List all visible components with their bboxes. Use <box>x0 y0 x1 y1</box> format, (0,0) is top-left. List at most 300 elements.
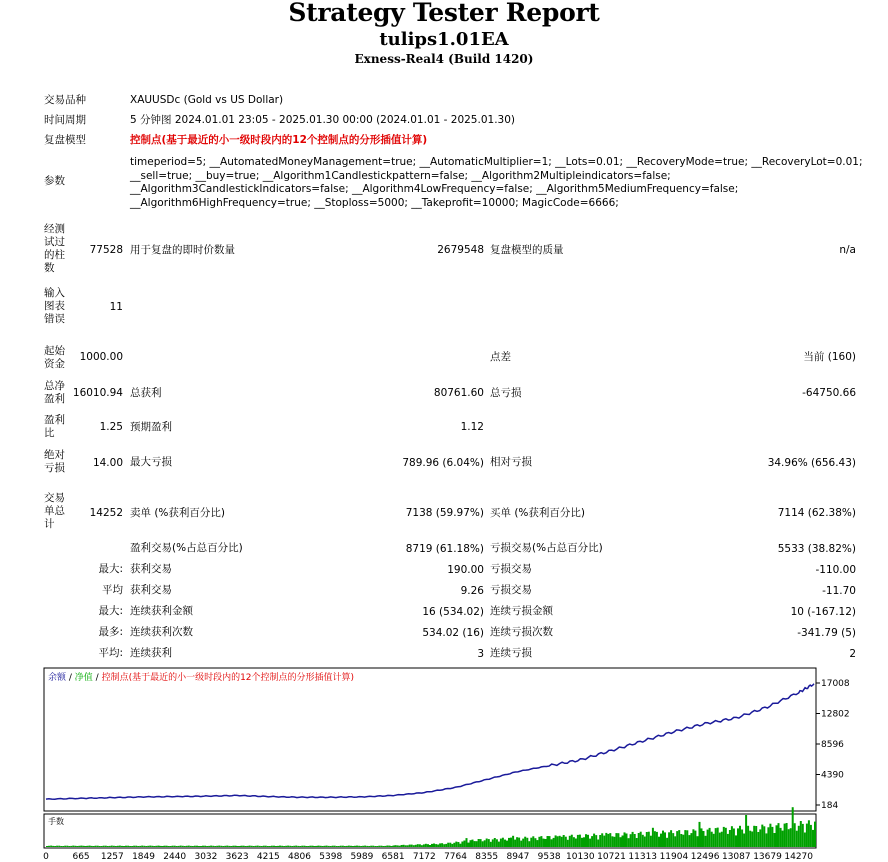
volume-bar <box>54 846 56 847</box>
volume-bar <box>721 832 723 847</box>
volume-bar <box>725 828 727 847</box>
volume-bar <box>545 839 547 847</box>
x-tick-label: 0 <box>43 852 49 862</box>
volume-bar <box>403 845 405 847</box>
volume-bar <box>409 845 411 847</box>
volume-bar <box>127 846 129 847</box>
volume-bar <box>372 846 374 847</box>
volume-bar <box>707 830 709 847</box>
volume-bar <box>253 846 255 847</box>
volume-bar <box>806 824 808 847</box>
errors-label: 输入图表错误 <box>44 287 65 325</box>
volume-bar <box>50 846 52 847</box>
volume-bar <box>297 846 299 847</box>
volume-bar <box>522 839 524 847</box>
x-tick-label: 7764 <box>444 852 467 862</box>
volume-bar <box>101 846 103 847</box>
volume-bar <box>759 829 761 847</box>
volume-bar <box>192 846 194 847</box>
volume-bar <box>46 846 48 847</box>
volume-bar <box>812 830 814 847</box>
x-tick-label: 1257 <box>100 852 124 862</box>
short-positions-value: 7138 (59.97%) <box>405 507 484 519</box>
volume-bar <box>648 832 650 847</box>
volume-bar <box>543 839 545 847</box>
legend-separator: / <box>92 673 102 683</box>
volume-bar <box>804 833 806 848</box>
profit-factor-label: 盈利比 <box>44 414 65 439</box>
volume-bar <box>158 846 160 847</box>
x-tick-label: 9538 <box>537 852 561 862</box>
volume-bar <box>500 839 502 847</box>
volume-bar <box>589 839 591 847</box>
extreme-label: 连续获利 <box>130 647 172 659</box>
volume-bar <box>151 846 153 847</box>
volume-bar <box>267 846 269 847</box>
volume-bar <box>346 846 348 847</box>
deposit-label: 起始资金 <box>44 345 65 370</box>
volume-bar <box>780 828 782 847</box>
volume-bar <box>786 823 788 847</box>
volume-bar <box>328 846 330 847</box>
volume-bar <box>510 838 512 847</box>
volume-bar <box>800 821 802 847</box>
volume-bar <box>538 837 540 847</box>
volume-bar <box>441 843 443 847</box>
volume-bar <box>628 838 630 847</box>
volume-bar <box>449 843 451 847</box>
volume-bar <box>291 846 293 847</box>
volume-bar <box>682 835 684 847</box>
volume-bar <box>433 844 435 848</box>
volume-bar <box>143 846 145 847</box>
volume-bar <box>95 846 97 847</box>
volume-bar <box>662 831 664 847</box>
volume-bar <box>601 833 603 847</box>
deposit-value: 1000.00 <box>79 351 123 363</box>
volume-bar <box>658 837 660 847</box>
volume-bar <box>581 838 583 847</box>
volume-bar <box>421 845 423 847</box>
volume-bar <box>162 846 164 847</box>
volume-bar <box>674 836 676 847</box>
volume-bar <box>91 846 93 847</box>
volume-bar <box>293 846 295 847</box>
volume-bar <box>453 843 455 847</box>
volume-bar <box>502 838 504 847</box>
volume-bar <box>463 841 465 848</box>
volume-bar <box>729 830 731 847</box>
volume-bar <box>486 839 488 848</box>
volume-bar <box>512 836 514 847</box>
volume-bar <box>709 828 711 847</box>
volume-bar <box>723 827 725 847</box>
volume-bar <box>87 846 89 847</box>
volume-bar <box>417 844 419 847</box>
model-value: 控制点(基于最近的小一级时段内的12个控制点的分形插值计算) <box>130 134 428 146</box>
volume-bar <box>141 846 143 847</box>
volume-bar <box>518 838 520 847</box>
volume-bar <box>419 844 421 847</box>
volume-bar <box>97 846 99 847</box>
profit-factor-value: 1.25 <box>99 421 123 433</box>
volume-bar <box>330 846 332 847</box>
volume-bar <box>72 846 74 847</box>
volume-bar <box>133 846 135 847</box>
volume-bar <box>496 839 498 847</box>
volume-bar <box>484 840 486 847</box>
volume-bar <box>540 836 542 847</box>
volume-bar <box>705 836 707 847</box>
volume-bar <box>239 846 241 847</box>
volume-bar <box>83 846 85 847</box>
volume-bar <box>109 846 111 847</box>
volume-bar <box>494 838 496 847</box>
volume-bar <box>336 846 338 847</box>
x-tick-label: 12496 <box>690 852 720 862</box>
volume-bar <box>243 846 245 847</box>
volume-bar <box>617 833 619 847</box>
volume-bar <box>125 846 127 847</box>
volume-bar <box>699 822 701 847</box>
volume-bar <box>370 846 372 847</box>
volume-bar <box>751 832 753 848</box>
volume-bar <box>794 823 796 847</box>
volume-bar <box>644 837 646 848</box>
volume-bar <box>172 846 174 847</box>
volume-bar <box>711 832 713 847</box>
volume-bar <box>93 846 95 847</box>
volume-bar <box>735 835 737 847</box>
volume-bar <box>575 839 577 848</box>
profit-trades-value: 8719 (61.18%) <box>405 543 484 555</box>
max-drawdown-value: 789.96 (6.04%) <box>402 457 484 469</box>
volume-bar <box>237 846 239 847</box>
volume-bar <box>634 834 636 847</box>
volume-bar <box>457 842 459 847</box>
volume-bar <box>668 832 670 847</box>
volume-bar <box>577 835 579 847</box>
volume-bar <box>348 846 350 847</box>
volume-bar <box>488 839 490 847</box>
volume-bar <box>182 846 184 847</box>
volume-bar <box>646 832 648 847</box>
volume-bar <box>605 833 607 847</box>
volume-bar <box>563 835 565 847</box>
volume-bar <box>557 836 559 847</box>
volume-bar <box>660 834 662 847</box>
volume-bar <box>326 846 328 847</box>
volume-bar <box>757 832 759 847</box>
volume-bar <box>384 846 386 847</box>
extreme-value: 3 <box>477 648 484 660</box>
abs-drawdown-value: 14.00 <box>92 457 123 469</box>
volume-bar <box>561 837 563 847</box>
volume-bar <box>802 824 804 847</box>
long-positions-label: 买单 (%获利百分比) <box>490 507 586 519</box>
volume-bar <box>401 845 403 847</box>
volume-bar <box>761 825 763 847</box>
volume-bar <box>451 844 453 847</box>
volume-bar <box>565 837 567 847</box>
long-positions-value: 7114 (62.38%) <box>777 507 856 519</box>
volume-bar <box>307 846 309 847</box>
volume-bar <box>220 846 222 847</box>
volume-bar <box>299 846 301 847</box>
volume-bar <box>364 846 366 847</box>
volume-bar <box>782 831 784 847</box>
volume-bar <box>490 842 492 847</box>
volume-bar <box>155 846 157 847</box>
volume-bar <box>251 846 253 847</box>
chart-legend <box>48 671 354 683</box>
volume-bar <box>609 833 611 847</box>
volume-bar <box>295 846 297 847</box>
volume-bar <box>727 834 729 847</box>
volume-bar <box>70 846 72 847</box>
volume-bar <box>168 846 170 847</box>
volume-bar <box>528 841 530 847</box>
volume-bar <box>688 835 690 847</box>
extreme-value: 9.26 <box>460 585 484 597</box>
extreme-value: 2 <box>849 648 856 660</box>
volume-bar <box>790 828 792 847</box>
volume-bar <box>731 826 733 847</box>
volume-bar <box>405 845 407 847</box>
extreme-prefix: 最多: <box>98 626 123 638</box>
volume-bar <box>224 846 226 847</box>
volume-bar <box>429 845 431 847</box>
volume-bar <box>222 846 224 847</box>
model-label: 复盘模型 <box>44 134 86 146</box>
volume-bar <box>147 846 149 847</box>
volume-bar <box>273 846 275 847</box>
extreme-label: 亏损交易 <box>490 584 532 596</box>
x-tick-label: 8947 <box>506 852 530 862</box>
volume-bar <box>269 846 271 847</box>
volume-bar <box>585 834 587 847</box>
volume-bar <box>555 835 557 847</box>
volume-bar <box>630 834 632 847</box>
volume-bar <box>514 840 516 847</box>
quality-value: n/a <box>839 244 856 256</box>
x-tick-label: 11313 <box>628 852 658 862</box>
volume-bar <box>680 834 682 847</box>
volume-bar <box>583 837 585 847</box>
volume-bar <box>366 846 368 847</box>
max-drawdown-label: 最大亏损 <box>130 456 172 468</box>
volume-bar <box>208 846 210 847</box>
volume-bar <box>763 826 765 847</box>
volume-bar <box>686 830 688 847</box>
volume-bar <box>265 846 267 847</box>
volume-bar <box>622 836 624 848</box>
volume-bar <box>733 829 735 848</box>
volume-bar <box>474 841 476 847</box>
volume-bar <box>492 839 494 847</box>
volume-bar <box>320 846 322 847</box>
extreme-value: -110.00 <box>815 564 856 576</box>
volume-bar <box>301 846 303 847</box>
volume-bar <box>368 846 370 847</box>
volume-bar <box>599 835 601 847</box>
volume-bar <box>188 846 190 847</box>
extreme-prefix: 平均 <box>102 584 123 596</box>
volume-bar <box>131 846 133 847</box>
volume-bar <box>435 844 437 847</box>
net-profit-label: 总净盈利 <box>44 380 65 405</box>
volume-bar <box>480 839 482 847</box>
volume-bar <box>638 833 640 847</box>
volume-bar <box>198 846 200 847</box>
volume-bar <box>60 846 62 847</box>
volume-bar <box>607 834 609 847</box>
bars-label: 经测试过的柱数 <box>44 223 65 274</box>
x-tick-label: 8355 <box>475 852 499 862</box>
volume-bar <box>271 846 273 847</box>
extreme-label: 连续亏损 <box>490 647 532 659</box>
volume-bar <box>613 837 615 847</box>
volume-bar <box>391 846 393 847</box>
volume-bar <box>587 835 589 847</box>
short-positions-label: 卖单 (%获利百分比) <box>130 507 226 519</box>
volume-bar <box>129 846 131 847</box>
volume-bar <box>356 846 358 847</box>
volume-bar <box>103 846 105 847</box>
volume-bar <box>178 846 180 847</box>
volume-bar <box>684 830 686 847</box>
period-label: 时间周期 <box>44 114 86 126</box>
volume-bar <box>459 844 461 847</box>
volume-bar <box>119 846 121 847</box>
gross-profit-label: 总获利 <box>130 387 162 399</box>
legend-model: 控制点(基于最近的小一级时段内的12个控制点的分形插值计算) <box>101 673 355 683</box>
volume-bar <box>261 846 263 847</box>
volume-bar <box>530 838 532 847</box>
volume-bar <box>666 838 668 847</box>
volume-bar <box>190 846 192 847</box>
volume-bar <box>48 846 50 847</box>
volume-bar <box>247 846 249 847</box>
volume-bar <box>344 846 346 847</box>
volume-bar <box>397 845 399 847</box>
volume-bar <box>767 827 769 847</box>
volume-bar <box>713 834 715 847</box>
volume-bar <box>145 846 147 847</box>
volume-bar <box>455 842 457 847</box>
volume-bar <box>443 844 445 847</box>
volume-label: 手数 <box>48 817 64 826</box>
volume-bar <box>115 846 117 847</box>
x-tick-label: 7172 <box>412 852 436 862</box>
volume-bar <box>340 846 342 847</box>
volume-bar <box>89 846 91 847</box>
volume-bar <box>137 846 139 847</box>
volume-bar <box>466 838 468 847</box>
volume-bar <box>149 846 151 847</box>
volume-bar <box>58 846 60 847</box>
volume-bar <box>808 820 810 847</box>
volume-bar <box>389 846 391 847</box>
x-tick-label: 11904 <box>659 852 689 862</box>
volume-bar <box>624 832 626 847</box>
volume-bar <box>362 846 364 847</box>
x-tick-label: 2440 <box>163 852 187 862</box>
period-value: 5 分钟图 2024.01.01 23:05 - 2025.01.30 00:00 (2024.01.01 - 2025.01.30) <box>130 114 515 126</box>
extreme-label: 获利交易 <box>130 584 172 596</box>
x-tick-label: 3623 <box>225 852 249 862</box>
volume-bar <box>478 839 480 847</box>
y-axis <box>816 679 850 811</box>
volume-bar <box>425 844 427 847</box>
abs-drawdown-label: 绝对亏损 <box>44 449 65 474</box>
volume-bar <box>504 840 506 847</box>
volume-bar <box>595 835 597 847</box>
x-tick-label: 4806 <box>288 852 311 862</box>
x-axis <box>43 852 813 862</box>
extreme-value: -11.70 <box>822 585 856 597</box>
volume-bar <box>593 834 595 847</box>
ticks-label: 用于复盘的即时价数量 <box>130 244 235 256</box>
volume-bar <box>506 841 508 847</box>
volume-bar <box>139 846 141 847</box>
volume-bar <box>214 846 216 847</box>
volume-bar <box>747 826 749 847</box>
extreme-prefix: 最大: <box>98 563 123 575</box>
volume-bar <box>778 823 780 847</box>
volume-bar <box>792 807 794 847</box>
y-tick-label: 12802 <box>821 709 850 720</box>
volume-bar <box>318 846 320 847</box>
volume-bar <box>174 846 176 847</box>
volume-bar <box>784 824 786 847</box>
volume-bar <box>202 846 204 847</box>
volume-bar <box>591 836 593 847</box>
volume-bar <box>445 844 447 847</box>
volume-bar <box>640 832 642 847</box>
volume-bar <box>285 846 287 847</box>
extreme-value: -341.79 (5) <box>797 627 856 639</box>
volume-bar <box>692 829 694 847</box>
volume-bar <box>283 846 285 847</box>
x-tick-label: 10721 <box>597 852 626 862</box>
volume-bar <box>636 838 638 847</box>
volume-bar <box>690 833 692 847</box>
extreme-label: 连续亏损金额 <box>490 605 553 617</box>
volume-bar <box>551 839 553 847</box>
volume-bar <box>305 846 307 847</box>
rel-drawdown-label: 相对亏损 <box>490 456 532 468</box>
volume-bar <box>559 836 561 847</box>
volume-bar <box>358 846 360 847</box>
volume-bar <box>210 846 212 847</box>
volume-bar <box>212 846 214 847</box>
volume-bar <box>374 846 376 847</box>
volume-bar <box>164 846 166 847</box>
y-tick-label: 8596 <box>821 740 844 750</box>
volume-bar <box>180 846 182 847</box>
symbol-label: 交易品种 <box>44 94 86 106</box>
params-label: 参数 <box>44 175 65 187</box>
loss-trades-value: 5533 (38.82%) <box>777 543 856 555</box>
volume-bar <box>350 846 352 847</box>
volume-bar <box>642 835 644 847</box>
volume-bar <box>520 841 522 847</box>
volume-bar <box>788 829 790 847</box>
volume-bar <box>113 846 115 847</box>
extreme-label: 连续获利金额 <box>130 605 193 617</box>
volume-bar <box>701 828 703 847</box>
